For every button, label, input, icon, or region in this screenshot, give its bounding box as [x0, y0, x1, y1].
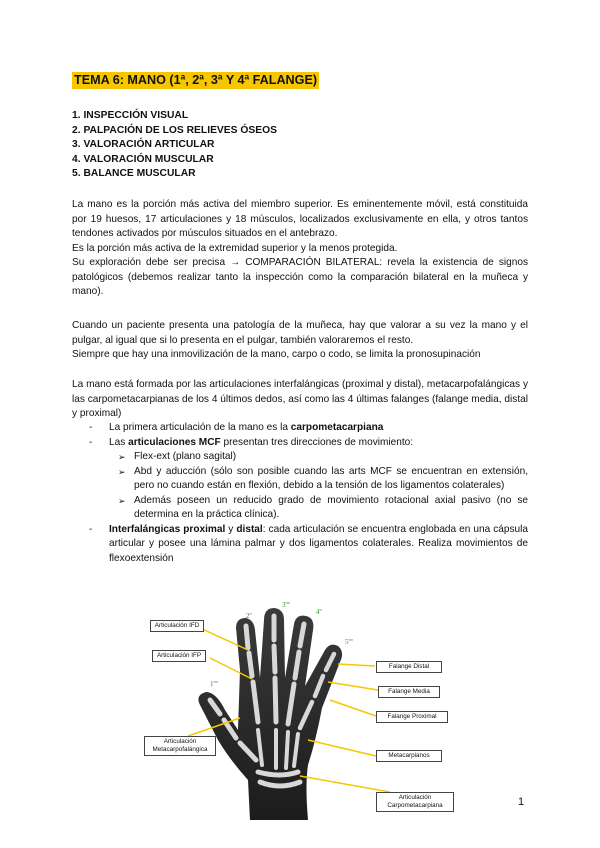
- paragraph: Cuando un paciente presenta una patología de la muñeca, hay que valorar a su vez la mano y el pulgar, al igual que si lo presenta en el pulgar, también valoraremos el resto.: [72, 320, 528, 346]
- finger-number: 3ºº: [282, 601, 290, 609]
- label-metacarpianos: Metacarpianos: [376, 750, 442, 762]
- bullet-list: [72, 421, 528, 566]
- toc-item: 3. VALORACIÓN ARTICULAR: [72, 139, 215, 150]
- hand-skeleton-illustration: [140, 600, 485, 820]
- label-mcf: Articulación Metacarpofalángica: [144, 736, 216, 756]
- paragraph: Siempre que hay una inmovilización de la mano, carpo o codo, se limita la pronosupinación: [72, 349, 481, 360]
- list-item: - Interfalángicas proximal y distal: cada articulación se encuentra englobada en una cápsula articular y posee una lámina palmar y dos ligamentos colaterales. Realiza movimientos de flexoextensión: [89, 523, 529, 564]
- sub-list-item: ➢ Flex-ext (plano sagital): [72, 450, 528, 465]
- finger-number: 4º: [316, 608, 322, 616]
- finger-number: 1ºº: [210, 680, 218, 688]
- arrow-bullet-icon: ➢: [118, 466, 126, 477]
- toc-item: 4. VALORACIÓN MUSCULAR: [72, 153, 214, 165]
- bullet-dash: -: [89, 422, 93, 433]
- structure-section: [72, 378, 528, 422]
- label-ifd: Articulación IFD: [150, 620, 204, 632]
- label-carpometacarpiana: Articulación Carpometacarpiana: [376, 792, 454, 812]
- table-of-contents: [72, 109, 277, 182]
- paragraph: Su exploración debe ser precisa → COMPARACIÓN BILATERAL: revela la existencia de signos patológicos (debemos realizar tanto la inspección como la comparación bilateral en la muñeca y mano).: [72, 257, 528, 297]
- sub-list-item: ➢ Además poseen un reducido grado de movimiento rotacional axial pasivo (no se determina en la práctica clínica).: [118, 494, 528, 520]
- finger-number: 5ºº: [345, 638, 353, 646]
- label-falange-media: Falange Media: [378, 686, 440, 698]
- bullet-dash: -: [89, 436, 93, 448]
- toc-item: 5. BALANCE MUSCULAR: [72, 168, 196, 179]
- label-falange-proximal: Falange Proximal: [376, 711, 448, 723]
- arrow-bullet-icon: ➢: [118, 495, 126, 506]
- paragraph: Es la porción más activa de la extremidad superior y la menos protegida.: [72, 242, 398, 254]
- sub-list-item: ➢ Abd y aducción (sólo son posible cuando las arts MCF se encuentran en extensión, pero no cuando están en flexión, debido a la tensión de los ligamentos colaterales): [118, 465, 528, 491]
- list-item: - La primera articulación de la mano es la carpometacarpiana: [72, 421, 528, 436]
- hand-anatomy-figure: [140, 600, 485, 820]
- finger-number: 2º: [246, 612, 252, 620]
- label-falange-distal: Falange Distal: [376, 661, 442, 673]
- page-number: 1: [518, 796, 525, 808]
- bullet-dash: -: [89, 523, 93, 535]
- label-ifp: Articulación IFP: [152, 650, 206, 662]
- paragraph: La mano está formada por las articulaciones interfalángicas (proximal y distal), metacarpofalángicas y las carpometacarpianas de los 4 últimos dedos, así como las 4 últimas falanges (falange media, distal y proximal): [72, 379, 528, 419]
- list-item: - Las articulaciones MCF presentan tres direcciones de movimiento:: [72, 436, 528, 451]
- intro-section: [72, 198, 528, 300]
- page-title: TEMA 6: MANO (1ª, 2ª, 3ª Y 4ª FALANGE): [74, 73, 318, 87]
- arrow-bullet-icon: ➢: [118, 452, 126, 462]
- pathology-section: [72, 319, 528, 363]
- toc-item: 1. INSPECCIÓN VISUAL: [72, 110, 189, 121]
- toc-item: 2. PALPACIÓN DE LOS RELIEVES ÓSEOS: [72, 124, 278, 136]
- paragraph: La mano es la porción más activa del miembro superior. Es eminentemente móvil, está constituida por 19 huesos, 17 articulaciones y 18 músculos, localizados exclusivamente en ella, y otros tantos tendones activados por músculos situados en el antebrazo.: [72, 199, 528, 239]
